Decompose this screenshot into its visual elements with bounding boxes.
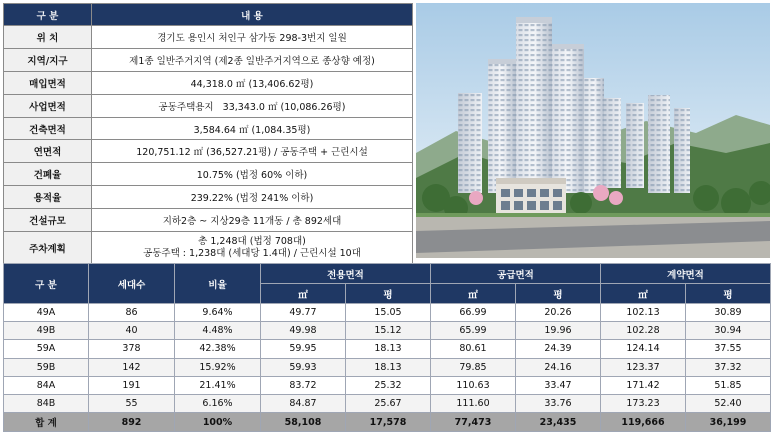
table-cell: 49B xyxy=(4,322,89,340)
col-ratio: 비율 xyxy=(175,264,261,304)
info-header-row xyxy=(4,4,413,26)
table-cell: 124.14 xyxy=(601,340,686,358)
table-cell: 25.67 xyxy=(346,394,431,412)
table-cell: 30.94 xyxy=(686,322,771,340)
info-value: 공동주택용지 33,343.0 ㎡ (10,086.26평) xyxy=(92,94,413,117)
table-cell: 37.55 xyxy=(686,340,771,358)
info-value: 3,584.64 ㎡ (1,084.35평) xyxy=(92,117,413,140)
info-label: 연면적 xyxy=(4,140,92,163)
table-cell: 24.16 xyxy=(516,358,601,376)
col-pyeong: 평 xyxy=(686,284,771,304)
total-cell: 58,108 xyxy=(261,413,346,432)
info-value: 44,318.0 ㎡ (13,406.62평) xyxy=(92,71,413,94)
col-sqm: ㎡ xyxy=(261,284,346,304)
unit-type-table xyxy=(3,263,771,432)
info-value: 제1종 일반주거지역 (제2종 일반주거지역으로 종상향 예정) xyxy=(92,48,413,71)
col-contract-area: 계약면적 xyxy=(601,264,771,284)
table-cell: 19.96 xyxy=(516,322,601,340)
table-cell: 18.13 xyxy=(346,358,431,376)
unit-total-row xyxy=(4,413,771,432)
table-cell: 66.99 xyxy=(431,304,516,322)
table-cell: 142 xyxy=(89,358,175,376)
project-info-table xyxy=(3,3,413,265)
table-cell: 33.76 xyxy=(516,394,601,412)
table-cell: 59A xyxy=(4,340,89,358)
info-row-parking xyxy=(4,232,413,265)
table-cell: 9.64% xyxy=(175,304,261,322)
info-value: 경기도 용인시 처인구 삼가동 298-3번지 일원 xyxy=(92,26,413,49)
table-cell: 191 xyxy=(89,376,175,394)
table-cell: 80.61 xyxy=(431,340,516,358)
total-cell: 합 계 xyxy=(4,413,89,432)
table-row xyxy=(4,358,771,376)
table-cell: 24.39 xyxy=(516,340,601,358)
table-cell: 52.40 xyxy=(686,394,771,412)
total-cell: 119,666 xyxy=(601,413,686,432)
unit-table-body xyxy=(4,304,771,413)
total-cell: 23,435 xyxy=(516,413,601,432)
total-cell: 100% xyxy=(175,413,261,432)
table-cell: 173.23 xyxy=(601,394,686,412)
total-cell: 36,199 xyxy=(686,413,771,432)
parking-line-2: 공동주택 : 1,238대 (세대당 1.4대) / 근린시설 10대 xyxy=(143,248,361,260)
info-value: 120,751.12 ㎡ (36,527.21평) / 공동주택 + 근린시설 xyxy=(92,140,413,163)
apartment-rendering-image xyxy=(416,3,770,258)
col-supply-area: 공급면적 xyxy=(431,264,601,284)
table-cell: 123.37 xyxy=(601,358,686,376)
table-cell: 51.85 xyxy=(686,376,771,394)
table-cell: 20.26 xyxy=(516,304,601,322)
table-row xyxy=(4,340,771,358)
info-label: 주차계획 xyxy=(4,232,92,265)
total-cell: 17,578 xyxy=(346,413,431,432)
info-value: 10.75% (법정 60% 이하) xyxy=(92,163,413,186)
info-header-label: 구 분 xyxy=(4,4,92,26)
col-exclusive-area: 전용면적 xyxy=(261,264,431,284)
info-label: 건폐율 xyxy=(4,163,92,186)
info-label: 건축면적 xyxy=(4,117,92,140)
table-cell: 30.89 xyxy=(686,304,771,322)
info-value: 지하2층 ~ 지상29층 11개동 / 총 892세대 xyxy=(92,209,413,232)
table-cell: 83.72 xyxy=(261,376,346,394)
info-row-building-area xyxy=(4,117,413,140)
table-cell: 15.92% xyxy=(175,358,261,376)
col-sqm: ㎡ xyxy=(431,284,516,304)
table-cell: 59.93 xyxy=(261,358,346,376)
table-cell: 18.13 xyxy=(346,340,431,358)
table-cell: 59.95 xyxy=(261,340,346,358)
col-pyeong: 평 xyxy=(346,284,431,304)
table-cell: 4.48% xyxy=(175,322,261,340)
table-cell: 55 xyxy=(89,394,175,412)
table-cell: 84.87 xyxy=(261,394,346,412)
col-pyeong: 평 xyxy=(516,284,601,304)
info-label: 매입면적 xyxy=(4,71,92,94)
col-type: 구 분 xyxy=(4,264,89,304)
info-value: 239.22% (법정 241% 이하) xyxy=(92,186,413,209)
table-cell: 42.38% xyxy=(175,340,261,358)
table-cell: 33.47 xyxy=(516,376,601,394)
table-cell: 59B xyxy=(4,358,89,376)
col-households: 세대수 xyxy=(89,264,175,304)
table-cell: 86 xyxy=(89,304,175,322)
table-row xyxy=(4,322,771,340)
table-cell: 6.16% xyxy=(175,394,261,412)
info-label: 위 치 xyxy=(4,26,92,49)
table-cell: 171.42 xyxy=(601,376,686,394)
info-label: 건설규모 xyxy=(4,209,92,232)
unit-header-row-1 xyxy=(4,264,771,284)
table-cell: 21.41% xyxy=(175,376,261,394)
table-cell: 49A xyxy=(4,304,89,322)
table-cell: 79.85 xyxy=(431,358,516,376)
info-label: 지역/지구 xyxy=(4,48,92,71)
table-cell: 102.13 xyxy=(601,304,686,322)
table-cell: 40 xyxy=(89,322,175,340)
col-sqm: ㎡ xyxy=(601,284,686,304)
table-cell: 378 xyxy=(89,340,175,358)
info-row-coverage-ratio xyxy=(4,163,413,186)
total-cell: 77,473 xyxy=(431,413,516,432)
info-row-project-area xyxy=(4,94,413,117)
table-cell: 84A xyxy=(4,376,89,394)
parking-line-1: 총 1,248대 (법정 708대) xyxy=(198,236,306,248)
info-label: 용적율 xyxy=(4,186,92,209)
table-cell: 65.99 xyxy=(431,322,516,340)
table-cell: 110.63 xyxy=(431,376,516,394)
table-row xyxy=(4,394,771,412)
info-label: 사업면적 xyxy=(4,94,92,117)
table-cell: 15.12 xyxy=(346,322,431,340)
info-row-purchase-area xyxy=(4,71,413,94)
info-row-total-floor-area xyxy=(4,140,413,163)
info-row-scale xyxy=(4,209,413,232)
table-cell: 37.32 xyxy=(686,358,771,376)
table-cell: 111.60 xyxy=(431,394,516,412)
table-cell: 15.05 xyxy=(346,304,431,322)
info-row-zoning xyxy=(4,48,413,71)
table-row xyxy=(4,376,771,394)
total-cell: 892 xyxy=(89,413,175,432)
info-row-floor-area-ratio xyxy=(4,186,413,209)
info-header-content: 내 용 xyxy=(92,4,413,26)
table-cell: 84B xyxy=(4,394,89,412)
table-cell: 25.32 xyxy=(346,376,431,394)
table-cell: 49.98 xyxy=(261,322,346,340)
info-row-location xyxy=(4,26,413,49)
table-cell: 49.77 xyxy=(261,304,346,322)
table-cell: 102.28 xyxy=(601,322,686,340)
table-row xyxy=(4,304,771,322)
info-value xyxy=(92,232,413,265)
